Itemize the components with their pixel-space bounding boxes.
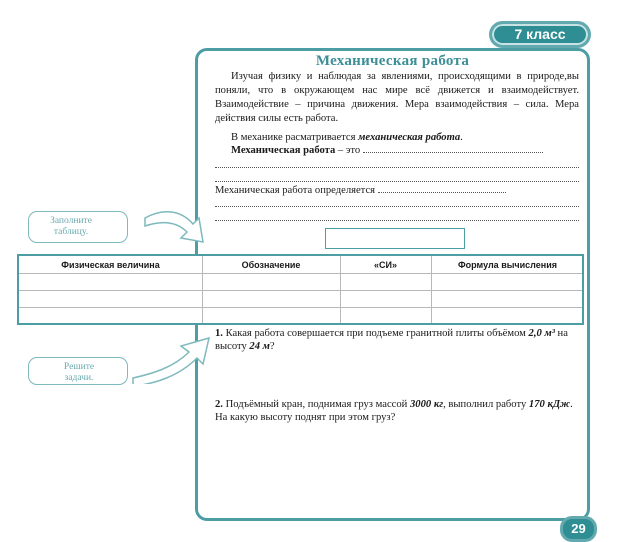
side-label-tasks — [28, 357, 128, 385]
page-number: 29 — [560, 516, 597, 542]
intro-paragraph: Изучая физику и наблюдая за явлениями, происходящими в природе,вы поняли, что в окружающем нас мире всё движется и взаимодействует. Взаимодействие – причина движения. Мера взаимодействия – сила. Мера действия силы есть работа. — [215, 71, 579, 124]
side-label-tasks-text: Решите задачи. — [63, 362, 95, 383]
task-1-text: Какая работа совершается при подъеме гранитной плиты объёмом — [225, 328, 526, 339]
task-2-work: 170 кДж — [528, 399, 571, 410]
answer-line-2[interactable] — [215, 181, 579, 182]
answer-line-3[interactable] — [215, 206, 579, 207]
task-2-mid: , выполнил работу — [443, 399, 527, 410]
grade-badge: 7 класс — [489, 21, 591, 48]
table-row-line — [19, 290, 582, 291]
side-label-table — [28, 211, 128, 243]
answer-dots-inline-2[interactable] — [378, 192, 506, 193]
table-header-formula: Формула вычисления — [457, 260, 557, 270]
task-2-number: 2. — [215, 399, 223, 410]
task-1-end: ? — [269, 341, 275, 352]
page-title: Механическая работа — [315, 53, 470, 69]
task-1-mid: на высоту — [215, 328, 568, 352]
curved-arrow-icon — [127, 334, 217, 384]
answer-line-1[interactable] — [215, 167, 579, 168]
task-1-volume: 2,0 м³ — [528, 328, 555, 339]
task-2-mass: 3000 кг — [409, 399, 444, 410]
definition-dash: – это — [335, 145, 361, 156]
definition-prefix: В механике расматривается — [231, 132, 359, 143]
task-1 — [215, 327, 579, 353]
table-header-symbol: Обозначение — [241, 260, 301, 270]
table-row-line — [19, 307, 582, 308]
curved-arrow-icon — [141, 204, 209, 252]
task-2 — [215, 398, 579, 424]
definition-determined: Механическая работа определяется — [215, 185, 376, 196]
table-header-si: «СИ» — [374, 260, 397, 270]
table-row-line — [19, 273, 582, 274]
answer-dots-inline-1[interactable] — [363, 152, 543, 153]
fill-in-table — [17, 254, 584, 325]
definition-end: . — [460, 132, 463, 143]
side-label-table-text: Заполните таблицу. — [50, 216, 92, 237]
answer-line-4[interactable] — [215, 220, 579, 221]
task-2-question: На какую высоту поднят при этом груз? — [215, 412, 396, 423]
definition-line-1 — [231, 131, 463, 144]
task-2-end: . — [570, 399, 573, 410]
definition-line-3 — [215, 184, 506, 197]
definition-term-2: Механическая работа — [231, 145, 336, 156]
formula-box[interactable] — [325, 228, 465, 249]
task-1-height: 24 м — [249, 341, 270, 352]
definition-line-2 — [231, 144, 543, 157]
task-2-text: Подъёмный кран, поднимая груз массой — [225, 399, 408, 410]
table-header-quantity: Физическая величина — [61, 260, 160, 270]
definition-term-1: механическая работа — [358, 132, 461, 143]
task-1-number: 1. — [215, 328, 223, 339]
